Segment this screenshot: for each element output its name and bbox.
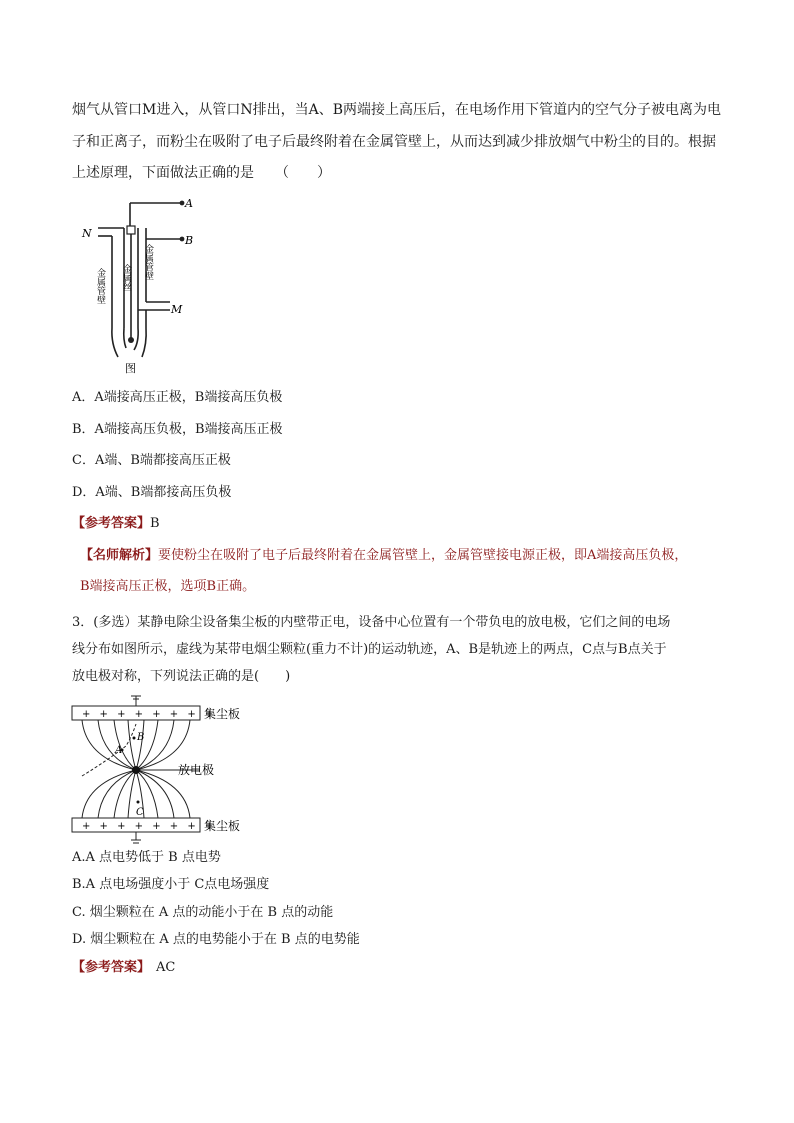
bottom-plate-label: 集尘板 bbox=[204, 819, 241, 833]
q2-stem-line-2: 子和正离子，而粉尘在吸附了电子后最终附着在金属管壁上，从而达到减少排放烟气中粉尘的目的。根据 bbox=[72, 134, 716, 150]
wire-label: 金属丝 bbox=[121, 264, 131, 291]
bottom-charges: + + + + + + + + bbox=[82, 821, 217, 832]
label-m: M bbox=[171, 303, 183, 316]
q3-option-a: A.A 点电势低于 B 点电势 bbox=[72, 850, 221, 865]
q3-option-d: D. 烟尘颗粒在 A 点的电势能小于在 B 点的电势能 bbox=[72, 932, 360, 947]
point-c-dot bbox=[137, 801, 140, 804]
q3-stem-line-3: 放电极对称，下列说法正确的是( ) bbox=[72, 669, 291, 684]
figure-caption: 图 bbox=[125, 362, 136, 374]
q3-answer-value: AC bbox=[156, 960, 176, 975]
q2-option-d: D．A端、B端都接高压负极 bbox=[72, 485, 232, 500]
q2-answer-tag: 【参考答案】 bbox=[72, 516, 151, 531]
q3-option-b: B.A 点电场强度小于 C点电场强度 bbox=[72, 877, 270, 892]
top-plate-label: 集尘板 bbox=[204, 707, 241, 721]
label-b: B bbox=[185, 234, 194, 247]
q3-stem-line-2: 线分布如图所示，虚线为某带电烟尘颗粒(重力不计)的运动轨迹，A、B是轨迹上的两点，C点与B点关于 bbox=[72, 642, 667, 657]
precipitator-tube-figure bbox=[78, 192, 208, 374]
q2-stem-line-3: 上述原理，下面做法正确的是 （ ） bbox=[72, 165, 331, 181]
label-n: N bbox=[82, 227, 92, 240]
q2-analysis-line-2: B端接高压正极，选项B正确。 bbox=[80, 579, 256, 594]
q2-analysis-tag: 【名师解析】 bbox=[80, 548, 159, 563]
q2-analysis-line-1 bbox=[80, 546, 687, 566]
discharge-electrode bbox=[132, 766, 140, 774]
point-b-label: B bbox=[137, 732, 145, 743]
q2-answer-row bbox=[72, 514, 160, 534]
label-a: A bbox=[185, 197, 193, 210]
q2-analysis-text-1: 要使粉尘在吸附了电子后最终附着在金属管壁上，金属管壁接电源正极，即A端接高压负极， bbox=[158, 548, 688, 563]
q3-stem-line-1: 3．(多选）某静电除尘设备集尘板的内壁带正电，设备中心位置有一个带负电的放电极，它们之间的电场 bbox=[72, 615, 671, 630]
wire-weight-dot bbox=[128, 337, 134, 343]
electrode-label: 放电极 bbox=[178, 763, 215, 777]
q3-answer-row bbox=[72, 958, 175, 978]
q2-option-c: C．A端、B端都接高压正极 bbox=[72, 453, 231, 468]
right-wall-label: 金属管壁 bbox=[143, 244, 153, 280]
terminal-a-dot bbox=[180, 201, 185, 206]
point-a-label: A bbox=[115, 745, 123, 756]
insulator-block bbox=[127, 226, 135, 234]
left-wall-label: 金属管壁 bbox=[95, 268, 105, 304]
q2-answer-value: B bbox=[150, 516, 160, 531]
top-charges: + + + + + + + + bbox=[82, 709, 217, 720]
q3-answer-tag: 【参考答案】 bbox=[72, 960, 151, 975]
point-c-label: C bbox=[136, 807, 144, 818]
field-lines-figure bbox=[68, 694, 268, 844]
q2-option-a: A．A端接高压正极，B端接高压负极 bbox=[72, 390, 283, 405]
terminal-b-dot bbox=[180, 237, 185, 242]
q3-option-c: C. 烟尘颗粒在 A 点的动能小于在 B 点的动能 bbox=[72, 905, 334, 920]
point-b-dot bbox=[133, 737, 136, 740]
q2-option-b: B．A端接高压负极，B端接高压正极 bbox=[72, 422, 283, 437]
q2-stem-line-1: 烟气从管口M进入，从管口N排出，当A、B两端接上高压后，在电场作用下管道内的空气分子被电离为电 bbox=[72, 102, 721, 118]
